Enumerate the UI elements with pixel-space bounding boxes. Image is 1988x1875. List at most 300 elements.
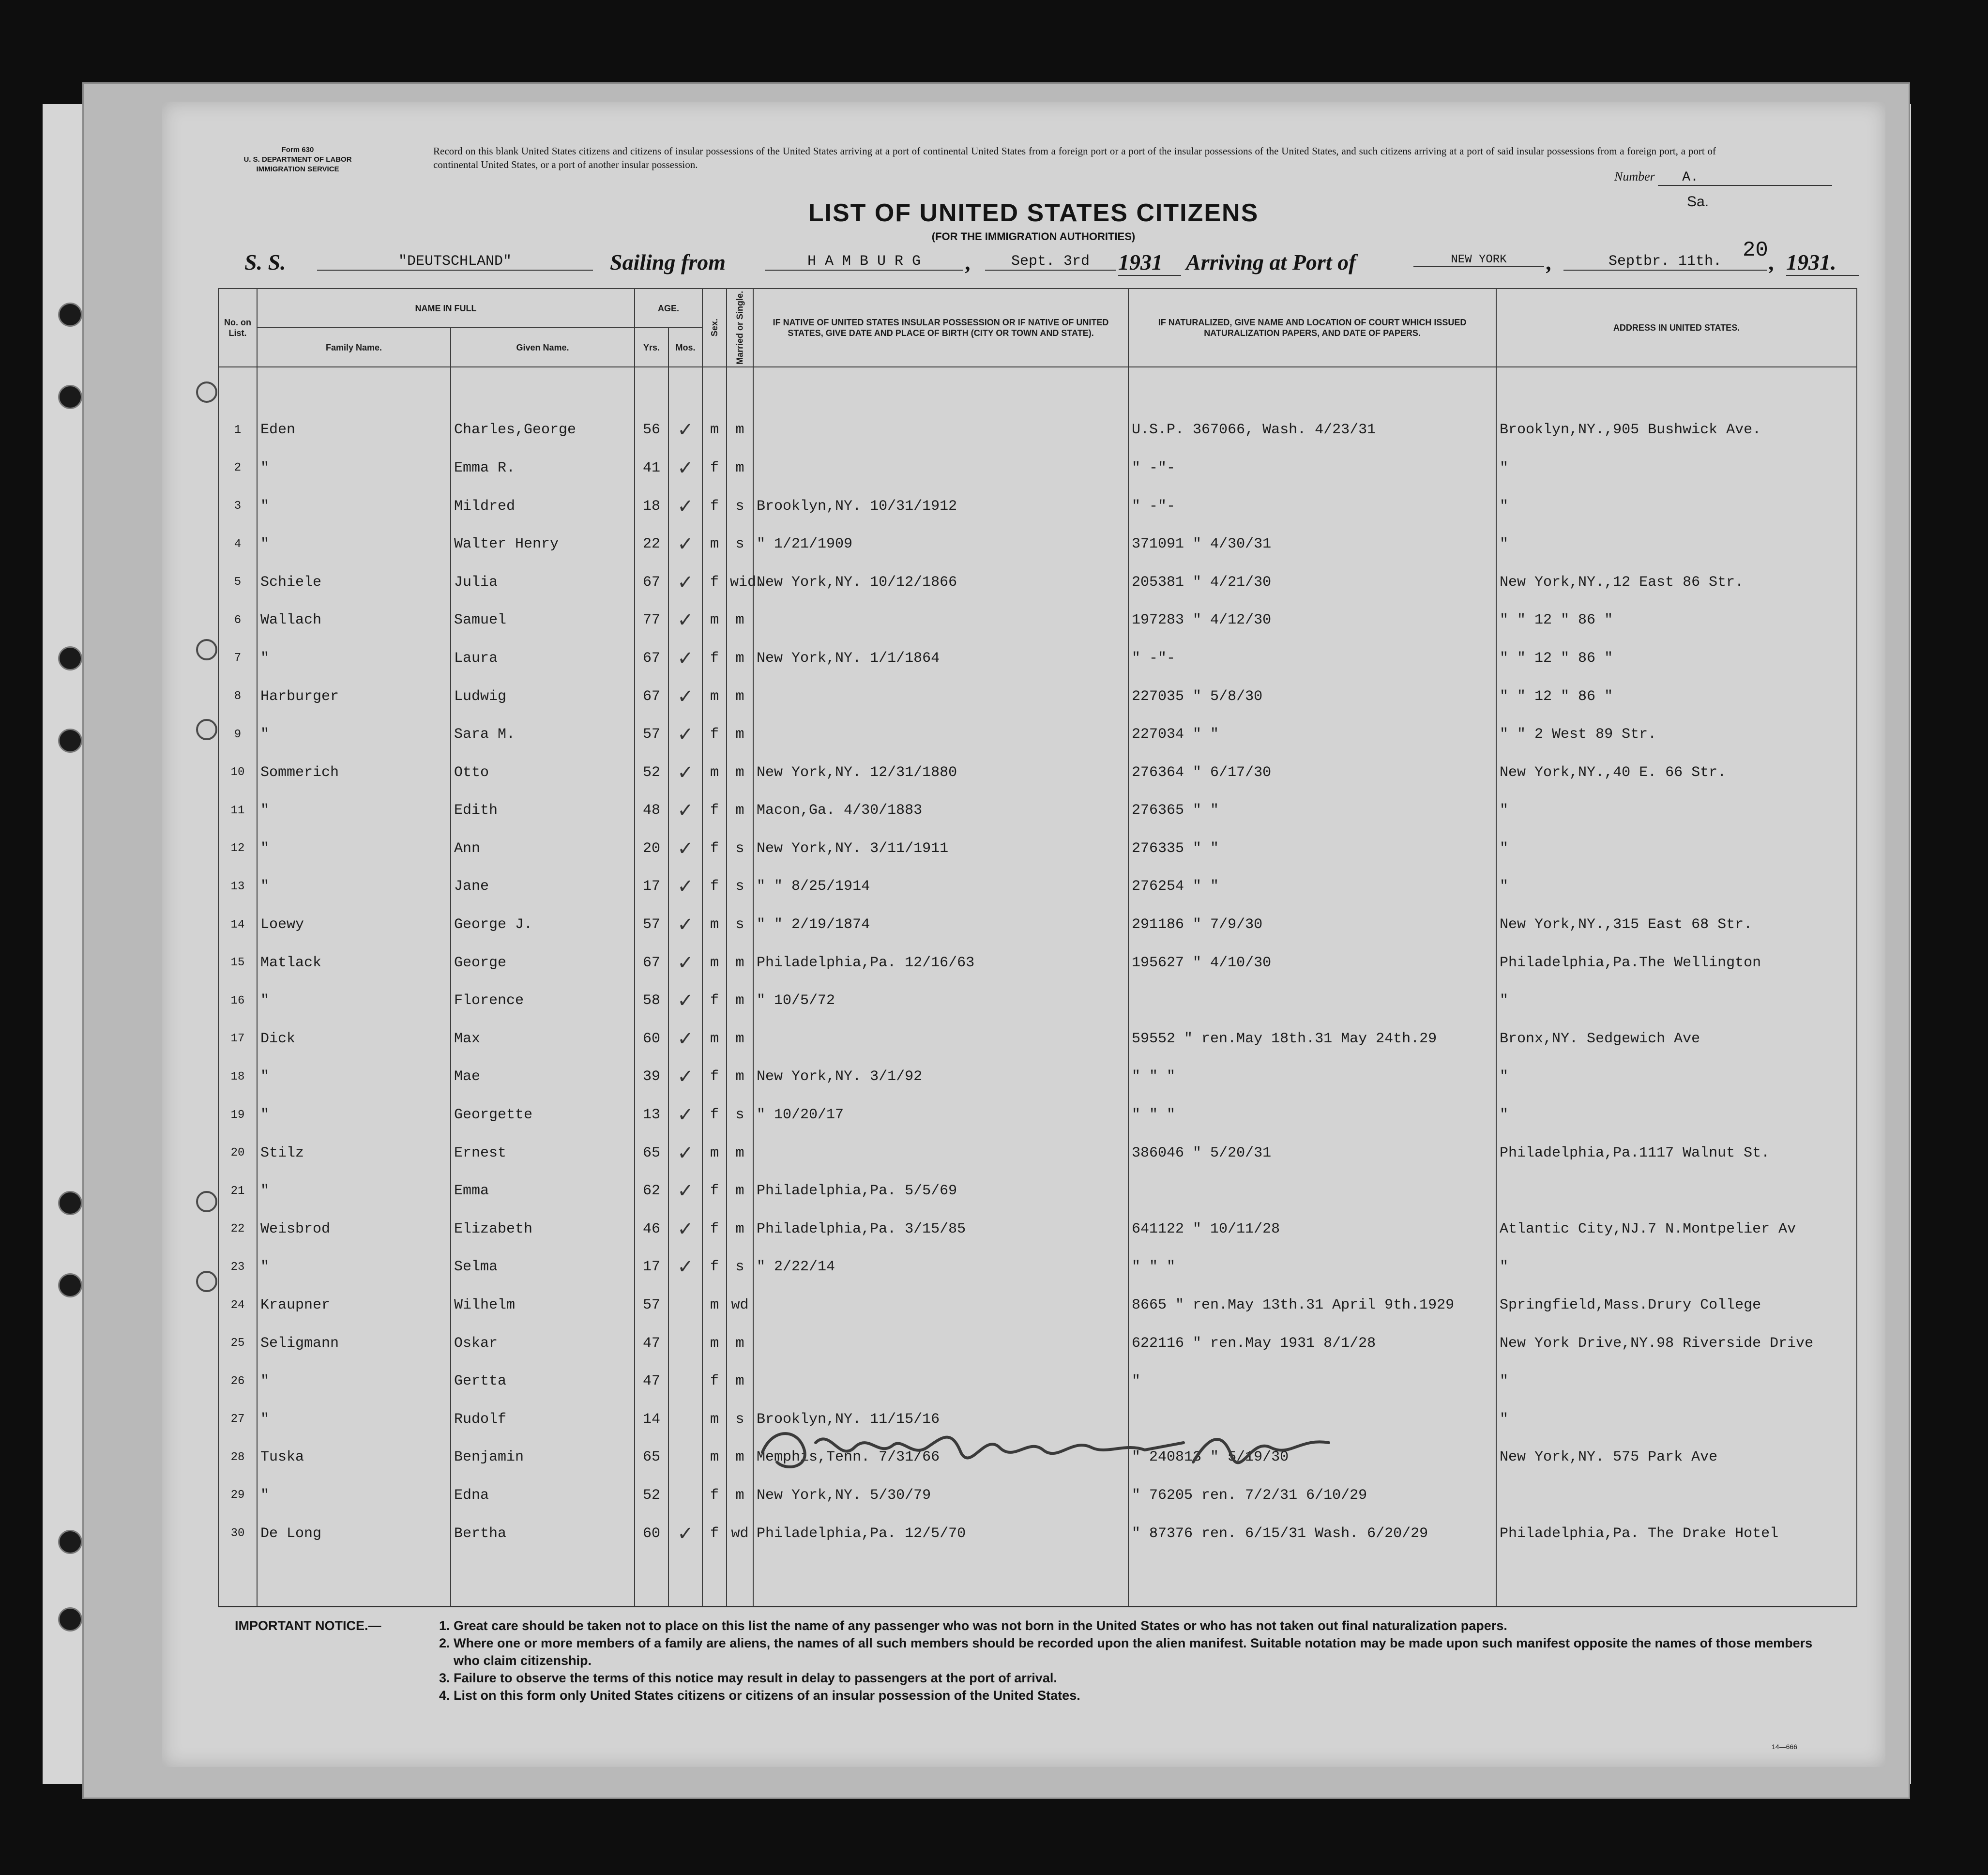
family-name: "	[257, 449, 451, 488]
family-name: "	[257, 640, 451, 678]
sex: f	[702, 1248, 727, 1286]
naturalization-info: " " "	[1128, 1096, 1496, 1134]
sex: f	[702, 982, 727, 1020]
table-row	[218, 1477, 1857, 1515]
us-address: New York,NY. 575 Park Ave	[1496, 1438, 1857, 1477]
naturalization-info: 276365 " "	[1128, 792, 1496, 830]
check-mark-icon: ✓	[668, 640, 702, 678]
row-number: 22	[218, 1210, 257, 1249]
column-header-family: Family Name.	[257, 328, 451, 367]
us-address: Brooklyn,NY.,905 Bushwick Ave.	[1496, 411, 1857, 449]
check-mark-icon: ✓	[668, 1172, 702, 1210]
table-row	[218, 1172, 1857, 1210]
us-address: "	[1496, 792, 1857, 830]
age-years: 56	[635, 411, 668, 449]
age-years: 13	[635, 1096, 668, 1134]
binder-hole-icon	[58, 1191, 82, 1215]
table-row	[218, 1020, 1857, 1058]
naturalization-info: "	[1128, 1362, 1496, 1401]
table-row	[218, 411, 1857, 449]
age-years: 65	[635, 1134, 668, 1172]
row-number: 18	[218, 1058, 257, 1096]
voyage-line: S. S. "DEUTSCHLAND" Sailing from H A M B U R G , Sept. 3rd 1931 Arriving at Port of NEW YORK , Septbr. 11th. , 1931.	[244, 249, 1851, 278]
table-row	[218, 982, 1857, 1020]
birth-info	[753, 1362, 1128, 1401]
marital-status: wd	[727, 1286, 753, 1325]
naturalization-info: " " "	[1128, 1248, 1496, 1286]
family-name: "	[257, 1248, 451, 1286]
family-name: "	[257, 1400, 451, 1438]
sex: f	[702, 640, 727, 678]
us-address: New York Drive,NY.98 Riverside Drive	[1496, 1324, 1857, 1362]
given-name: Edna	[451, 1477, 635, 1515]
sex: m	[702, 1134, 727, 1172]
naturalization-info: " -"-	[1128, 487, 1496, 525]
birth-info	[753, 677, 1128, 716]
naturalization-info: 8665 " ren.May 13th.31 April 9th.1929	[1128, 1286, 1496, 1325]
naturalization-info: 59552 " ren.May 18th.31 May 24th.29	[1128, 1020, 1496, 1058]
row-number: 24	[218, 1286, 257, 1325]
row-number: 14	[218, 906, 257, 944]
marital-status: m	[727, 1324, 753, 1362]
column-header-age: AGE.	[635, 289, 702, 328]
birth-info: " " 8/25/1914	[753, 868, 1128, 906]
column-header-given: Given Name.	[451, 328, 635, 367]
punch-ring-icon	[196, 381, 217, 403]
given-name: Julia	[451, 563, 635, 601]
table-row	[218, 1248, 1857, 1286]
table-row	[218, 677, 1857, 716]
table-row	[218, 868, 1857, 906]
given-name: Ludwig	[451, 677, 635, 716]
marital-status: m	[727, 792, 753, 830]
check-mark-icon	[668, 1324, 702, 1362]
check-mark-icon: ✓	[668, 601, 702, 640]
given-name: Emma R.	[451, 449, 635, 488]
binder-hole-icon	[58, 1607, 82, 1631]
row-number: 29	[218, 1477, 257, 1515]
us-address: Philadelphia,Pa.The Wellington	[1496, 944, 1857, 982]
family-name: De Long	[257, 1514, 451, 1553]
check-mark-icon: ✓	[668, 525, 702, 564]
family-name: "	[257, 525, 451, 564]
age-years: 60	[635, 1514, 668, 1553]
sex: m	[702, 677, 727, 716]
age-years: 18	[635, 487, 668, 525]
us-address: New York,NY.,40 E. 66 Str.	[1496, 753, 1857, 792]
sex: f	[702, 563, 727, 601]
row-number: 12	[218, 830, 257, 868]
table-row	[218, 944, 1857, 982]
family-name: "	[257, 868, 451, 906]
birth-info	[753, 411, 1128, 449]
table-row	[218, 449, 1857, 488]
table-row	[218, 1362, 1857, 1401]
family-name: Weisbrod	[257, 1210, 451, 1249]
birth-info: New York,NY. 10/12/1866	[753, 563, 1128, 601]
row-number: 9	[218, 716, 257, 754]
marital-status: s	[727, 487, 753, 525]
family-name: Loewy	[257, 906, 451, 944]
table-row	[218, 753, 1857, 792]
check-mark-icon: ✓	[668, 1210, 702, 1249]
binder-hole-icon	[58, 729, 82, 753]
column-header-name: NAME IN FULL	[257, 289, 635, 328]
us-address: New York,NY.,12 East 86 Str.	[1496, 563, 1857, 601]
family-name: "	[257, 716, 451, 754]
naturalization-info: 371091 " 4/30/31	[1128, 525, 1496, 564]
age-years: 41	[635, 449, 668, 488]
naturalization-info: 227035 " 5/8/30	[1128, 677, 1496, 716]
birth-info	[753, 1324, 1128, 1362]
marital-status: m	[727, 982, 753, 1020]
us-address: Springfield,Mass.Drury College	[1496, 1286, 1857, 1325]
row-number: 25	[218, 1324, 257, 1362]
sex: f	[702, 487, 727, 525]
given-name: Samuel	[451, 601, 635, 640]
inspector-signature	[758, 1409, 1338, 1481]
given-name: Jane	[451, 868, 635, 906]
sa-label: Sa.	[1687, 194, 1709, 210]
us-address: "	[1496, 449, 1857, 488]
age-years: 58	[635, 982, 668, 1020]
family-name: "	[257, 982, 451, 1020]
us-address: " " 12 " 86 "	[1496, 640, 1857, 678]
column-header-yrs: Yrs.	[635, 328, 668, 367]
table-row	[218, 906, 1857, 944]
row-number: 17	[218, 1020, 257, 1058]
age-years: 67	[635, 944, 668, 982]
family-name: Sommerich	[257, 753, 451, 792]
family-name: "	[257, 1058, 451, 1096]
family-name: Seligmann	[257, 1324, 451, 1362]
age-years: 48	[635, 792, 668, 830]
naturalization-info: 227034 " "	[1128, 716, 1496, 754]
age-years: 39	[635, 1058, 668, 1096]
marital-status: s	[727, 830, 753, 868]
sex: f	[702, 1210, 727, 1249]
marital-status: m	[727, 677, 753, 716]
departure-port: H A M B U R G	[765, 253, 963, 271]
check-mark-icon: ✓	[668, 944, 702, 982]
row-number: 6	[218, 601, 257, 640]
page-title: LIST OF UNITED STATES CITIZENS	[808, 199, 1259, 227]
naturalization-info: 276364 " 6/17/30	[1128, 753, 1496, 792]
table-row	[218, 1210, 1857, 1249]
marital-status: s	[727, 1400, 753, 1438]
table-row	[218, 601, 1857, 640]
marital-status: m	[727, 601, 753, 640]
naturalization-info: 622116 " ren.May 1931 8/1/28	[1128, 1324, 1496, 1362]
us-address: "	[1496, 1362, 1857, 1401]
check-mark-icon: ✓	[668, 868, 702, 906]
given-name: Wilhelm	[451, 1286, 635, 1325]
check-mark-icon: ✓	[668, 716, 702, 754]
us-address: New York,NY.,315 East 68 Str.	[1496, 906, 1857, 944]
check-mark-icon: ✓	[668, 449, 702, 488]
birth-info: Philadelphia,Pa. 3/15/85	[753, 1210, 1128, 1249]
check-mark-icon: ✓	[668, 753, 702, 792]
naturalization-info: 641122 " 10/11/28	[1128, 1210, 1496, 1249]
notice-heading: IMPORTANT NOTICE.—	[235, 1618, 381, 1633]
marital-status: s	[727, 1096, 753, 1134]
given-name: Benjamin	[451, 1438, 635, 1477]
us-address	[1496, 1172, 1857, 1210]
marital-status: m	[727, 1020, 753, 1058]
check-mark-icon: ✓	[668, 1514, 702, 1553]
arrival-year: 1931.	[1786, 249, 1859, 276]
number-value: A.	[1658, 170, 1832, 186]
check-mark-icon: ✓	[668, 1020, 702, 1058]
check-mark-icon: ✓	[668, 906, 702, 944]
check-mark-icon: ✓	[668, 677, 702, 716]
us-address: Philadelphia,Pa.1117 Walnut St.	[1496, 1134, 1857, 1172]
table-row	[218, 1286, 1857, 1325]
row-number: 21	[218, 1172, 257, 1210]
birth-info: New York,NY. 3/11/1911	[753, 830, 1128, 868]
marital-status: m	[727, 411, 753, 449]
us-address: "	[1496, 1400, 1857, 1438]
check-mark-icon: ✓	[668, 830, 702, 868]
family-name: "	[257, 1362, 451, 1401]
us-address	[1496, 1477, 1857, 1515]
naturalization-info: 195627 " 4/10/30	[1128, 944, 1496, 982]
naturalization-info: " 240813 " 5/19/30	[1128, 1438, 1496, 1477]
given-name: Otto	[451, 753, 635, 792]
naturalization-info: 197283 " 4/12/30	[1128, 601, 1496, 640]
us-address: "	[1496, 525, 1857, 564]
row-number: 13	[218, 868, 257, 906]
page-subtitle: (FOR THE IMMIGRATION AUTHORITIES)	[931, 230, 1136, 243]
sex: f	[702, 1096, 727, 1134]
check-mark-icon	[668, 1362, 702, 1401]
family-name: Dick	[257, 1020, 451, 1058]
check-mark-icon: ✓	[668, 563, 702, 601]
table-row	[218, 487, 1857, 525]
age-years: 57	[635, 716, 668, 754]
table-row	[218, 1058, 1857, 1096]
age-years: 17	[635, 868, 668, 906]
marital-status: s	[727, 1248, 753, 1286]
sex: m	[702, 601, 727, 640]
birth-info: " " 2/19/1874	[753, 906, 1128, 944]
naturalization-info: " -"-	[1128, 640, 1496, 678]
birth-info: New York,NY. 1/1/1864	[753, 640, 1128, 678]
us-address: "	[1496, 1248, 1857, 1286]
age-years: 77	[635, 601, 668, 640]
us-address: Bronx,NY. Sedgewich Ave	[1496, 1020, 1857, 1058]
row-number: 4	[218, 525, 257, 564]
column-header-no: No. on List.	[218, 289, 257, 367]
given-name: Laura	[451, 640, 635, 678]
sex: f	[702, 1477, 727, 1515]
given-name: Max	[451, 1020, 635, 1058]
given-name: Emma	[451, 1172, 635, 1210]
row-number: 27	[218, 1400, 257, 1438]
age-years: 67	[635, 677, 668, 716]
family-name: Matlack	[257, 944, 451, 982]
given-name: George	[451, 944, 635, 982]
arrival-date: Septbr. 11th.	[1563, 253, 1767, 271]
marital-status: s	[727, 868, 753, 906]
binder-hole-icon	[58, 1530, 82, 1554]
age-years: 20	[635, 830, 668, 868]
us-address: "	[1496, 487, 1857, 525]
notice-item: 2. Where one or more members of a family are aliens, the names of all such members should be recorded upon the alien manifest. Suitable notation may be made upon such manifest opposite the names of those members who claim citizenship.	[454, 1634, 1828, 1669]
us-address: " " 12 " 86 "	[1496, 677, 1857, 716]
family-name: Harburger	[257, 677, 451, 716]
sex: m	[702, 1400, 727, 1438]
arrival-port: NEW YORK	[1413, 253, 1544, 267]
table-row	[218, 792, 1857, 830]
given-name: Charles,George	[451, 411, 635, 449]
family-name: "	[257, 830, 451, 868]
naturalization-info: 205381 " 4/21/30	[1128, 563, 1496, 601]
check-mark-icon	[668, 1438, 702, 1477]
check-mark-icon: ✓	[668, 792, 702, 830]
birth-info: " 10/5/72	[753, 982, 1128, 1020]
check-mark-icon	[668, 1477, 702, 1515]
check-mark-icon	[668, 1286, 702, 1325]
age-years: 47	[635, 1362, 668, 1401]
marital-status: m	[727, 753, 753, 792]
sex: m	[702, 906, 727, 944]
service-name: IMMIGRATION SERVICE	[256, 165, 339, 173]
row-number: 5	[218, 563, 257, 601]
table-row	[218, 716, 1857, 754]
column-header-sex: Sex.	[702, 289, 727, 367]
naturalization-info: " 87376 ren. 6/15/31 Wash. 6/20/29	[1128, 1514, 1496, 1553]
age-years: 60	[635, 1020, 668, 1058]
sex: m	[702, 1020, 727, 1058]
departure-year: 1931	[1118, 249, 1181, 276]
age-years: 17	[635, 1248, 668, 1286]
punch-ring-icon	[196, 1191, 217, 1212]
birth-info: New York,NY. 5/30/79	[753, 1477, 1128, 1515]
table-row	[218, 640, 1857, 678]
birth-info	[753, 601, 1128, 640]
marital-status: m	[727, 944, 753, 982]
table-row	[218, 830, 1857, 868]
birth-info	[753, 1134, 1128, 1172]
birth-info: Philadelphia,Pa. 12/5/70	[753, 1514, 1128, 1553]
row-number: 23	[218, 1248, 257, 1286]
us-address: "	[1496, 982, 1857, 1020]
sex: f	[702, 830, 727, 868]
ship-name: "DEUTSCHLAND"	[317, 253, 593, 271]
row-number: 26	[218, 1362, 257, 1401]
birth-info: Philadelphia,Pa. 12/16/63	[753, 944, 1128, 982]
row-number: 7	[218, 640, 257, 678]
given-name: Ann	[451, 830, 635, 868]
marital-status: wd	[727, 1514, 753, 1553]
sex: m	[702, 944, 727, 982]
column-header-address: ADDRESS IN UNITED STATES.	[1496, 289, 1857, 367]
family-name: "	[257, 1172, 451, 1210]
birth-info: Memphis,Tenn. 7/31/66	[753, 1438, 1128, 1477]
birth-info: Brooklyn,NY. 11/15/16	[753, 1400, 1128, 1438]
naturalization-info: U.S.P. 367066, Wash. 4/23/31	[1128, 411, 1496, 449]
marital-status: m	[727, 1134, 753, 1172]
table-closing-row	[218, 1553, 1857, 1607]
row-number: 19	[218, 1096, 257, 1134]
page-stamp: 20	[1743, 238, 1768, 262]
age-years: 22	[635, 525, 668, 564]
row-number: 16	[218, 982, 257, 1020]
sex: f	[702, 1172, 727, 1210]
marital-status: wid.	[727, 563, 753, 601]
marital-status: m	[727, 640, 753, 678]
us-address: "	[1496, 830, 1857, 868]
naturalization-info	[1128, 982, 1496, 1020]
birth-info: " 10/20/17	[753, 1096, 1128, 1134]
marital-status: m	[727, 1210, 753, 1249]
given-name: Mildred	[451, 487, 635, 525]
us-address: " " 2 West 89 Str.	[1496, 716, 1857, 754]
family-name: "	[257, 487, 451, 525]
sex: m	[702, 753, 727, 792]
notice-list	[434, 1617, 1828, 1704]
us-address: "	[1496, 1096, 1857, 1134]
check-mark-icon: ✓	[668, 1096, 702, 1134]
check-mark-icon: ✓	[668, 1058, 702, 1096]
birth-info: Macon,Ga. 4/30/1883	[753, 792, 1128, 830]
marital-status: s	[727, 525, 753, 564]
given-name: Gertta	[451, 1362, 635, 1401]
check-mark-icon: ✓	[668, 487, 702, 525]
row-number: 20	[218, 1134, 257, 1172]
naturalization-info: " " "	[1128, 1058, 1496, 1096]
age-years: 52	[635, 1477, 668, 1515]
marital-status: m	[727, 1477, 753, 1515]
table-row	[218, 1134, 1857, 1172]
table-row	[218, 563, 1857, 601]
age-years: 46	[635, 1210, 668, 1249]
given-name: Sara M.	[451, 716, 635, 754]
naturalization-info	[1128, 1172, 1496, 1210]
birth-info	[753, 449, 1128, 488]
sex: m	[702, 1286, 727, 1325]
birth-info: " 1/21/1909	[753, 525, 1128, 564]
check-mark-icon: ✓	[668, 1248, 702, 1286]
sex: f	[702, 868, 727, 906]
row-number: 30	[218, 1514, 257, 1553]
given-name: Selma	[451, 1248, 635, 1286]
row-number: 11	[218, 792, 257, 830]
marital-status: m	[727, 1362, 753, 1401]
age-years: 57	[635, 1286, 668, 1325]
table-spacer-row	[218, 367, 1857, 411]
record-instructions: Record on this blank United States citizens and citizens of insular possessions of the United States arriving at a port of continental United States from a foreign port or a port of the insular possessions of the United States, and such citizens arriving at a port of said insular possessions from a foreign port, a port of continental United States, or a port of another insular possession.	[433, 145, 1716, 170]
column-header-married: Married or Single.	[727, 289, 753, 367]
departure-date: Sept. 3rd	[985, 253, 1116, 271]
naturalization-info: " -"-	[1128, 449, 1496, 488]
marital-status: s	[727, 906, 753, 944]
check-mark-icon: ✓	[668, 1134, 702, 1172]
us-address: "	[1496, 1058, 1857, 1096]
row-number: 15	[218, 944, 257, 982]
birth-info	[753, 1286, 1128, 1325]
given-name: Bertha	[451, 1514, 635, 1553]
family-name: "	[257, 1477, 451, 1515]
binder-hole-icon	[58, 385, 82, 409]
given-name: Edith	[451, 792, 635, 830]
check-mark-icon: ✓	[668, 982, 702, 1020]
naturalization-info: 386046 " 5/20/31	[1128, 1134, 1496, 1172]
us-address: "	[1496, 868, 1857, 906]
form-print-code: 14—666	[1772, 1743, 1797, 1751]
punch-ring-icon	[196, 1271, 217, 1292]
